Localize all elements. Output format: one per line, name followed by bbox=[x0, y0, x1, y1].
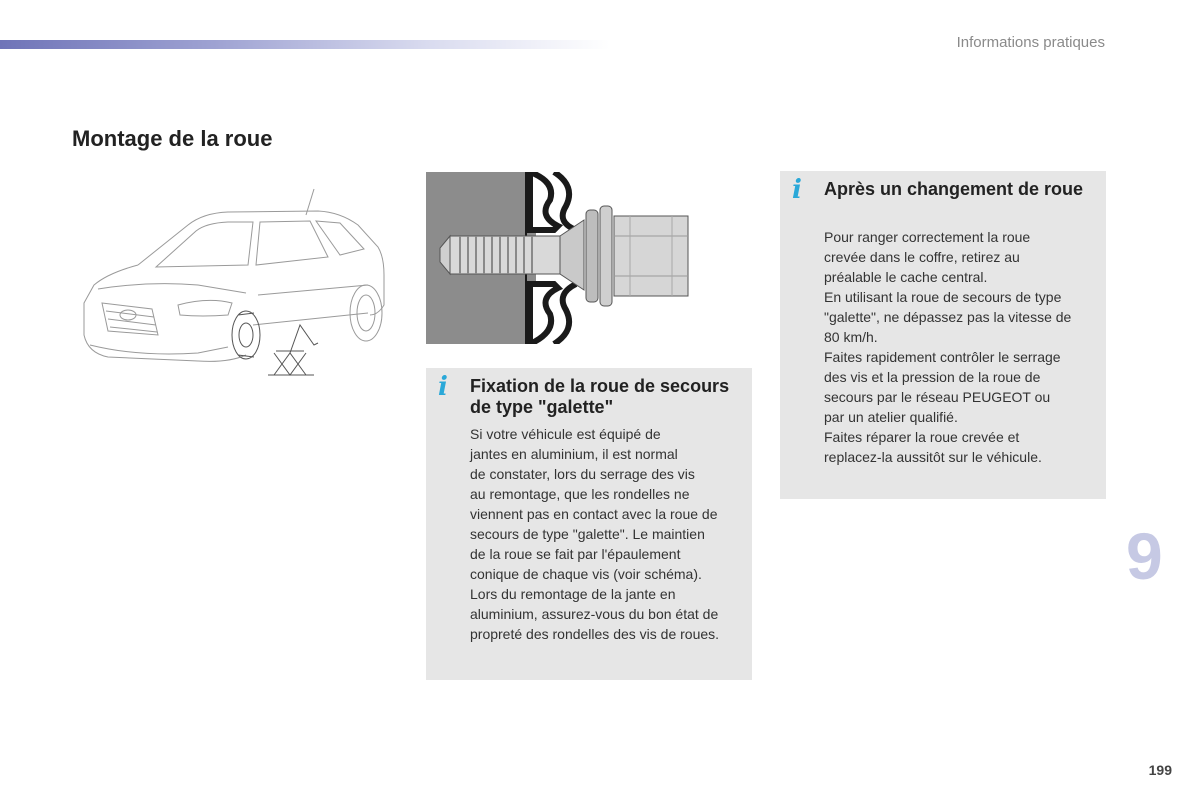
box-title: Fixation de la roue de secours de type "galette" bbox=[470, 376, 730, 417]
body-line: conique de chaque vis (voir schéma). bbox=[470, 566, 702, 582]
body-line: Faites réparer la roue crevée et bbox=[824, 429, 1020, 445]
body-line: par un atelier qualifié. bbox=[824, 409, 958, 425]
chapter-number: 9 bbox=[1126, 519, 1163, 593]
body-line: préalable le cache central. bbox=[824, 269, 988, 285]
body-line: viennent pas en contact avec la roue de bbox=[470, 506, 718, 522]
body-line: "galette", ne dépassez pas la vitesse de bbox=[824, 309, 1072, 325]
body-line: En utilisant la roue de secours de type bbox=[824, 289, 1062, 305]
body-line: Si votre véhicule est équipé de bbox=[470, 426, 661, 442]
body-line: des vis et la pression de la roue de bbox=[824, 369, 1041, 385]
body-line: de la roue se fait par l'épaulement bbox=[470, 546, 681, 562]
body-line: Lors du remontage de la jante en bbox=[470, 586, 676, 602]
page-number: 199 bbox=[1148, 762, 1172, 778]
body-line: propreté des rondelles des vis de roues. bbox=[470, 626, 720, 642]
box-body bbox=[470, 424, 744, 644]
body-line: 80 km/h. bbox=[824, 329, 878, 345]
page-title: Montage de la roue bbox=[72, 126, 273, 151]
body-line: replacez-la aussitôt sur le véhicule. bbox=[824, 449, 1042, 465]
body-line: secours par le réseau PEUGEOT ou bbox=[824, 389, 1051, 405]
info-box-galette bbox=[426, 368, 752, 680]
body-line: au remontage, que les rondelles ne bbox=[470, 486, 690, 502]
info-box-after-change bbox=[780, 171, 1106, 499]
info-icon: i bbox=[438, 372, 448, 402]
body-line: aluminium, assurez-vous du bon état de bbox=[470, 606, 719, 622]
body-line: secours de type "galette". Le maintien bbox=[470, 526, 705, 542]
box-title: Après un changement de roue bbox=[824, 179, 1084, 199]
car-on-jack-illustration bbox=[78, 185, 390, 385]
box-body bbox=[824, 227, 1098, 467]
section-label: Informations pratiques bbox=[956, 34, 1105, 51]
body-line: crevée dans le coffre, retirez au bbox=[824, 249, 1020, 265]
header-accent-bar bbox=[0, 40, 610, 49]
info-icon: i bbox=[792, 175, 802, 205]
wheel-bolt-diagram bbox=[426, 172, 752, 344]
body-line: de constater, lors du serrage des vis bbox=[470, 466, 695, 482]
body-line: Pour ranger correctement la roue bbox=[824, 229, 1031, 245]
body-line: jantes en aluminium, il est normal bbox=[470, 446, 678, 462]
body-line: Faites rapidement contrôler le serrage bbox=[824, 349, 1061, 365]
